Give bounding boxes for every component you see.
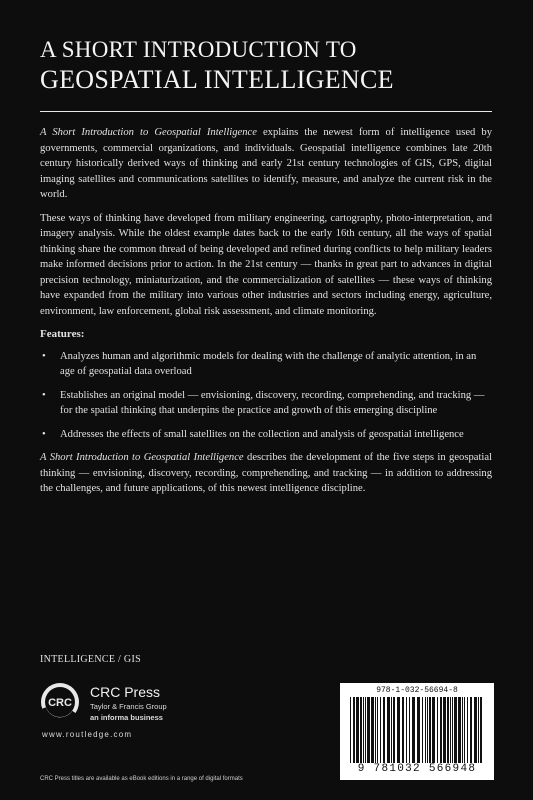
barcode-stripe <box>425 697 426 763</box>
barcode-stripe <box>462 697 463 763</box>
paragraph-3-text: describes the development of the five steps in geospatial thinking — envisioning, discovery, recording, comprehending, and tracking — in addition to addressing the challenges, and future applications, of this newest intelligence discipline. <box>40 452 493 494</box>
barcode-stripe <box>432 697 435 763</box>
barcode-stripe <box>440 697 442 763</box>
bullet: • <box>42 350 46 362</box>
title-line-1: A SHORT INTRODUCTION TO <box>40 37 357 62</box>
barcode-stripe <box>402 697 404 763</box>
barcode-stripe <box>393 697 395 763</box>
barcode-stripe <box>478 697 479 763</box>
title-line-2: GEOSPATIAL INTELLIGENCE <box>40 65 394 94</box>
barcode-stripe <box>454 697 457 763</box>
paragraph-1-text: explains the newest form of intelligence used by governments, commercial organizations, and individuals. Geospatial intelligence combines late 20th century historically derived ways of thinking and early 21st century technologies of GIS, GPS, digital imaging satellites and communications satellites to identify, measure, and analyze the current risk in the world. <box>40 127 492 200</box>
barcode-stripe <box>429 697 431 763</box>
barcode-stripe <box>367 697 370 763</box>
barcode-stripe <box>470 697 472 763</box>
feature-text: Establishes an original model — envisioning, discovery, recording, comprehending, and tracking — for the spatial thinking that underpins the practice and growth of this emerging discipline <box>60 389 485 416</box>
barcode-stripe <box>464 697 465 763</box>
barcode-stripe <box>474 697 477 763</box>
publisher-block <box>40 682 300 742</box>
ean-number: 9 781032 566948 <box>357 763 477 775</box>
barcode-stripe <box>383 697 385 763</box>
barcode-stripe <box>480 697 482 763</box>
book-title-italic: A Short Introduction to Geospatial Intelligence <box>40 127 257 138</box>
barcode-bars <box>350 697 484 763</box>
barcode-stripe <box>363 697 364 763</box>
barcode-stripe <box>375 697 376 763</box>
barcode-stripe <box>353 697 355 763</box>
feature-item <box>40 427 492 443</box>
barcode-stripe <box>406 697 407 763</box>
publisher-group: Taylor & Francis Group <box>90 702 167 711</box>
paragraph-1 <box>40 125 492 203</box>
paragraph-3 <box>40 450 492 497</box>
isbn-text: 978-1-032-56694-8 <box>376 686 458 695</box>
feature-text: Addresses the effects of small satellites on the collection and analysis of geospatial intelligence <box>60 428 464 440</box>
barcode-stripe <box>397 697 400 763</box>
barcode-stripe <box>412 697 415 763</box>
barcode-stripe <box>391 697 392 763</box>
ebook-note: CRC Press titles are available as eBook editions in a range of digital formats <box>40 776 243 782</box>
barcode-stripe <box>417 697 420 763</box>
paragraph-2: These ways of thinking have developed from military engineering, cartography, photo-interpretation, and imagery analysis. While the oldest example dates back to the early 16th century, all the ways of spatial thinking share the common thread of being developed and refined during conflicts to help military leaders make informed decisions prior to action. In the 21st century — thanks in great part to advances in digital precision technology, miniaturization, and the commercialization of satellites — these ways of thinking have expanded from the military into various other industries and sectors including energy, agriculture, environment, law enforcement, global risk assessment, and climate monitoring. <box>40 212 492 317</box>
barcode-stripe <box>443 697 446 763</box>
subject-category: INTELLIGENCE / GIS <box>40 654 141 665</box>
bullet: • <box>42 389 46 401</box>
barcode-stripe <box>447 697 449 763</box>
bullet: • <box>42 428 46 440</box>
barcode-stripe <box>356 697 359 763</box>
barcode-stripe <box>467 697 468 763</box>
crc-logo-text: CRC <box>48 697 72 709</box>
barcode-stripe <box>450 697 451 763</box>
barcode-stripe <box>437 697 438 763</box>
publisher-url[interactable]: www.routledge.com <box>42 730 133 739</box>
barcode-stripe <box>409 697 410 763</box>
barcode-stripe <box>458 697 461 763</box>
barcode-stripe <box>422 697 423 763</box>
features-list <box>40 349 492 443</box>
barcode-stripe <box>350 697 351 763</box>
barcode-stripe <box>371 697 374 763</box>
publisher-name: CRC Press <box>90 684 161 700</box>
barcode-stripe <box>377 697 378 763</box>
feature-item <box>40 388 492 419</box>
barcode-stripe <box>380 697 381 763</box>
barcode-stripe <box>452 697 453 763</box>
crc-logo-icon <box>40 682 80 722</box>
feature-item <box>40 349 492 380</box>
blurb <box>40 125 492 505</box>
barcode-stripe <box>365 697 366 763</box>
title-divider <box>40 111 492 112</box>
barcode-stripe <box>360 697 362 763</box>
book-title <box>40 36 500 96</box>
book-title-italic: A Short Introduction to Geospatial Intelligence <box>40 452 244 463</box>
barcode-stripe <box>427 697 428 763</box>
barcode-box <box>340 683 494 780</box>
barcode-stripe <box>387 697 390 763</box>
features-heading: Features: <box>40 328 85 340</box>
publisher-business: an informa business <box>90 713 163 722</box>
feature-text: Analyzes human and algorithmic models for dealing with the challenge of analytic attention, in an age of geospatial data overload <box>60 350 477 377</box>
